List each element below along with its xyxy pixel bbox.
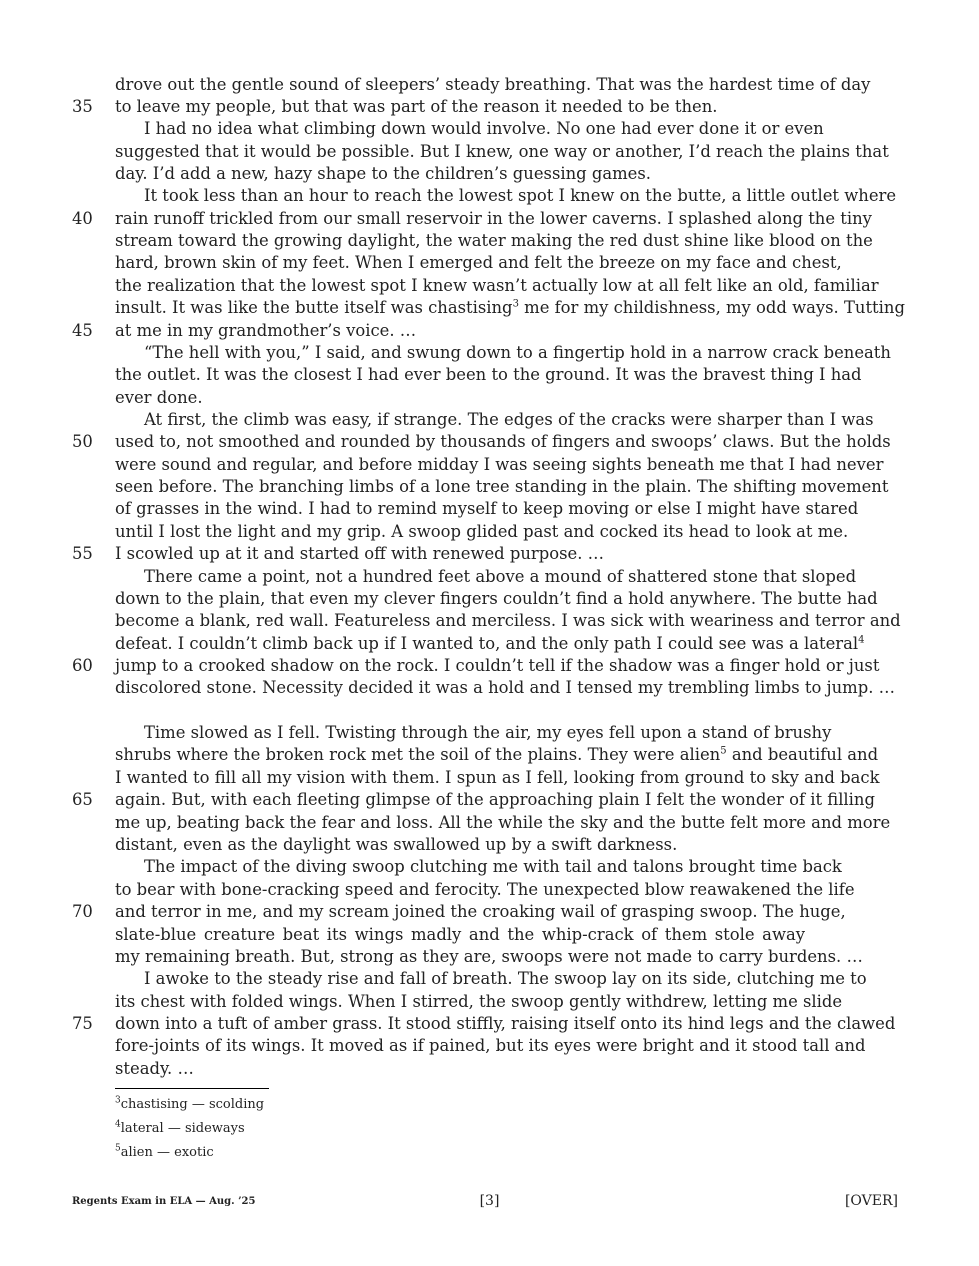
- passage-line: at me in my grandmother’s voice. …: [115, 321, 417, 340]
- line-number: 40: [72, 209, 93, 228]
- line-number: 35: [72, 97, 93, 116]
- passage-line: slate-blue creature beat its wings madly and the whip-crack of them stole away: [115, 925, 805, 944]
- over-indicator: [OVER]: [844, 1193, 898, 1209]
- passage-line: steady. …: [115, 1059, 194, 1078]
- line-text: and beautiful and: [726, 745, 879, 764]
- line-number: 70: [72, 902, 93, 921]
- passage-line: of grasses in the wind. I had to remind myself to keep moving or else I might have stared: [115, 499, 859, 518]
- passage-line: used to, not smoothed and rounded by thousands of fingers and swoops’ claws. But the holds: [115, 432, 891, 451]
- passage-line: It took less than an hour to reach the lowest spot I knew on the butte, a little outlet where: [144, 186, 897, 205]
- passage-line: Time slowed as I fell. Twisting through the air, my eyes fell upon a stand of brushy: [144, 723, 832, 742]
- footnote-ref: 5: [720, 745, 727, 757]
- passage-line: I scowled up at it and started off with renewed purpose. …: [115, 544, 605, 563]
- passage-line: “The hell with you,” I said, and swung down to a fingertip hold in a narrow crack beneath: [144, 343, 891, 362]
- footnote-ref: 3: [512, 298, 519, 310]
- footnote-divider: [115, 1088, 269, 1089]
- passage-line: stream toward the growing daylight, the water making the red dust shine like blood on the: [115, 231, 873, 250]
- passage-line: down to the plain, that even my clever fingers couldn’t find a hold anywhere. The butte had: [115, 589, 878, 608]
- passage-line: until I lost the light and my grip. A swoop glided past and cocked its head to look at me.: [115, 522, 849, 541]
- footnote: [115, 1145, 214, 1161]
- line-number: 55: [72, 544, 93, 563]
- line-number: 65: [72, 790, 93, 809]
- passage-line: become a blank, red wall. Featureless and merciless. I was sick with weariness and terror and: [115, 611, 901, 630]
- passage-line: the realization that the lowest spot I knew wasn’t actually low at all felt like an old, familiar: [115, 276, 879, 295]
- footnote: [115, 1121, 245, 1137]
- passage-line: and terror in me, and my scream joined the croaking wail of grasping swoop. The huge,: [115, 902, 846, 921]
- line-text: shrubs where the broken rock met the soil of the plains. They were alien: [115, 745, 721, 764]
- passage-line: [115, 633, 865, 655]
- passage-line: to bear with bone-cracking speed and ferocity. The unexpected blow reawakened the life: [115, 880, 855, 899]
- passage-line: drove out the gentle sound of sleepers’ steady breathing. That was the hardest time of day: [115, 75, 871, 94]
- passage-line: ever done.: [115, 388, 203, 407]
- line-number: 75: [72, 1014, 93, 1033]
- line-number: 50: [72, 432, 93, 451]
- passage-line: discolored stone. Necessity decided it was a hold and I tensed my trembling limbs to jump. …: [115, 678, 896, 697]
- footnote-mark: 3: [115, 1095, 121, 1106]
- footnote-text: chastising — scolding: [120, 1097, 265, 1112]
- passage-line: day. I’d add a new, hazy shape to the children’s guessing games.: [115, 164, 651, 183]
- line-number: 60: [72, 656, 93, 675]
- passage-line: its chest with folded wings. When I stirred, the swoop gently withdrew, letting me slide: [115, 992, 843, 1011]
- line-text: insult. It was like the butte itself was chastising: [115, 298, 513, 317]
- passage-line: [115, 297, 905, 319]
- passage-line: were sound and regular, and before midday I was seeing sights beneath me that I had never: [115, 455, 884, 474]
- passage-line: distant, even as the daylight was swallowed up by a swift darkness.: [115, 835, 678, 854]
- passage-line: [115, 744, 879, 766]
- passage-line: my remaining breath. But, strong as they are, swoops were not made to carry burdens. …: [115, 947, 863, 966]
- passage-line: jump to a crooked shadow on the rock. I couldn’t tell if the shadow was a finger hold or just: [115, 656, 880, 675]
- passage-line: seen before. The branching limbs of a lone tree standing in the plain. The shifting movement: [115, 477, 889, 496]
- passage-line: the outlet. It was the closest I had ever been to the ground. It was the bravest thing I had: [115, 365, 862, 384]
- passage-line: rain runoff trickled from our small reservoir in the lower caverns. I splashed along the tiny: [115, 209, 872, 228]
- line-text: defeat. I couldn’t climb back up if I wanted to, and the only path I could see was a lateral: [115, 634, 859, 653]
- passage-line: to leave my people, but that was part of the reason it needed to be then.: [115, 97, 718, 116]
- exam-title: Regents Exam in ELA — Aug. ’25: [72, 1196, 256, 1207]
- passage-line: again. But, with each fleeting glimpse of the approaching plain I felt the wonder of it filling: [115, 790, 875, 809]
- footnote: [115, 1097, 264, 1113]
- footnote-mark: 4: [115, 1119, 121, 1130]
- passage-line: There came a point, not a hundred feet above a mound of shattered stone that sloped: [144, 567, 857, 586]
- passage-line: I had no idea what climbing down would involve. No one had ever done it or even: [144, 119, 824, 138]
- line-number: 45: [72, 321, 93, 340]
- passage-line: down into a tuft of amber grass. It stood stiffly, raising itself onto its hind legs and the clawed: [115, 1014, 896, 1033]
- page-number: [3]: [479, 1193, 500, 1209]
- line-text: me for my childishness, my odd ways. Tutting: [518, 298, 905, 317]
- passage-line: At first, the climb was easy, if strange. The edges of the cracks were sharper than I was: [144, 410, 874, 429]
- passage-line: hard, brown skin of my feet. When I emerged and felt the breeze on my face and chest,: [115, 253, 842, 272]
- passage-line: I wanted to fill all my vision with them. I spun as I fell, looking from ground to sky and back: [115, 768, 880, 787]
- passage-line: me up, beating back the fear and loss. All the while the sky and the butte felt more and more: [115, 813, 891, 832]
- passage-line: fore-joints of its wings. It moved as if pained, but its eyes were bright and it stood tall and: [115, 1036, 866, 1055]
- footnote-text: lateral — sideways: [120, 1121, 245, 1136]
- passage-line: I awoke to the steady rise and fall of breath. The swoop lay on its side, clutching me to: [144, 969, 867, 988]
- passage-line: suggested that it would be possible. But I knew, one way or another, I’d reach the plains that: [115, 142, 889, 161]
- footnote-mark: 5: [115, 1143, 121, 1154]
- passage-line: The impact of the diving swoop clutching me with tail and talons brought time back: [144, 857, 842, 876]
- footnote-text: alien — exotic: [120, 1145, 214, 1160]
- footnote-ref: 4: [858, 634, 865, 646]
